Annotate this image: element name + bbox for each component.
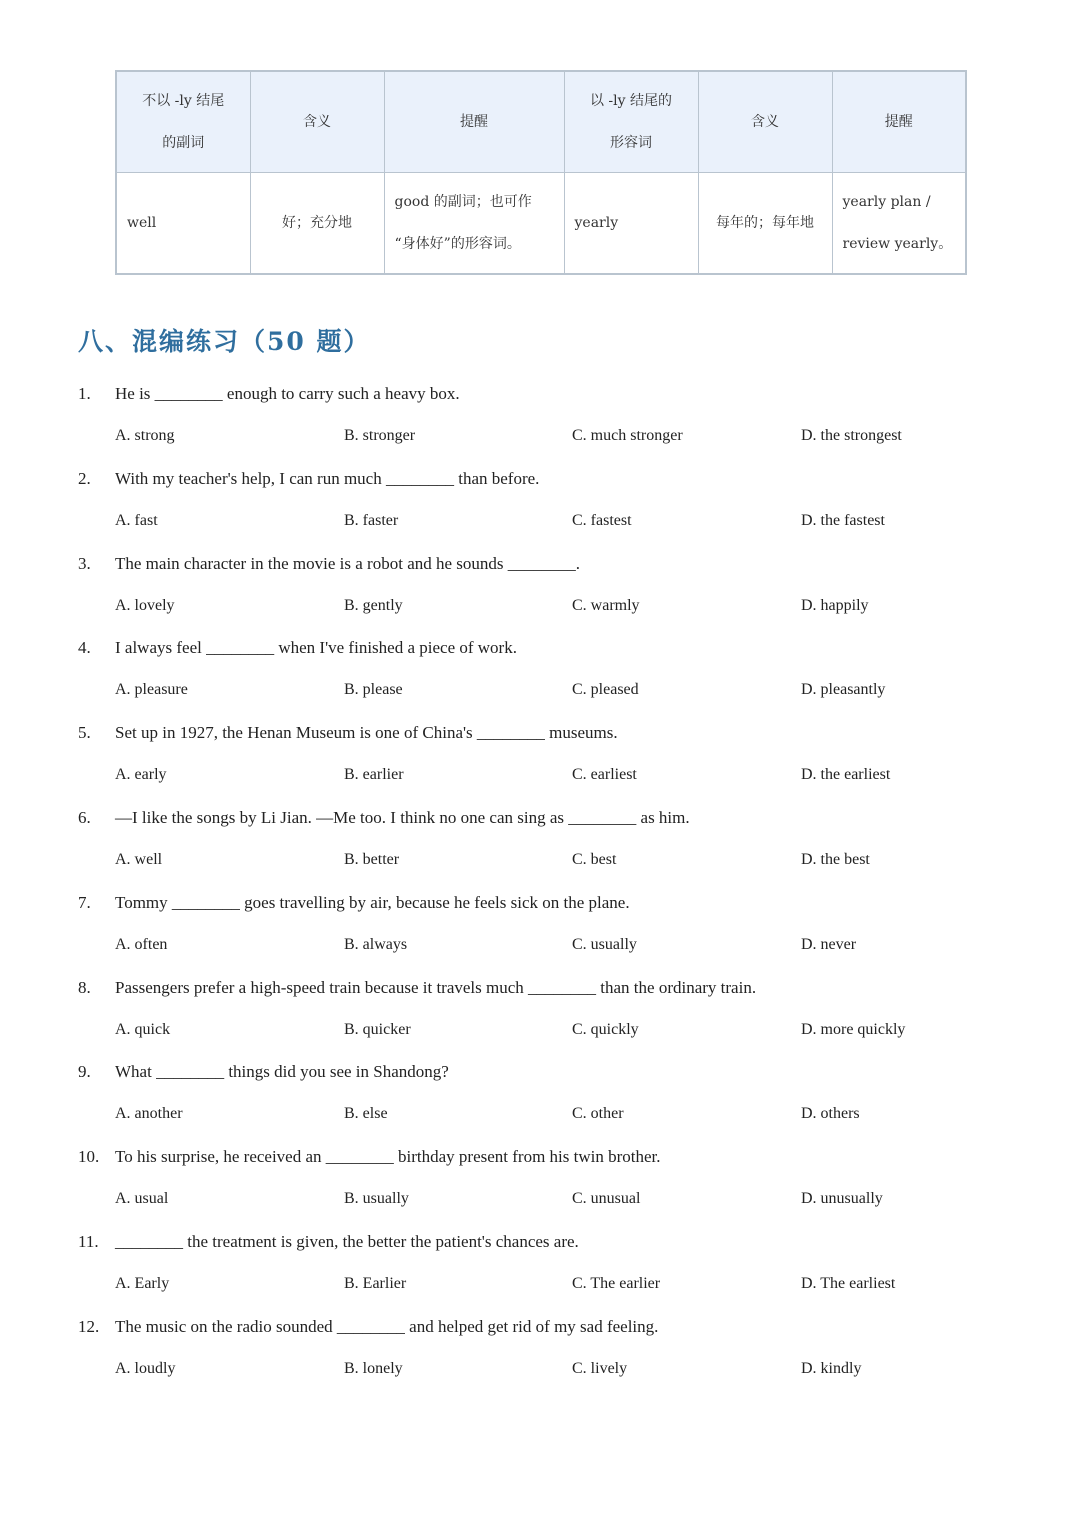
- question-text: The main character in the movie is a robot and he sounds ________.: [115, 553, 581, 573]
- table-cell: 每年的；每年地: [698, 173, 832, 275]
- question-text: ________ the treatment is given, the better the patient's chances are.: [115, 1231, 579, 1251]
- question-item: [78, 464, 1018, 549]
- section-title: 八、混编练习（50 题）: [78, 327, 371, 356]
- question-number: 9.: [78, 1062, 91, 1082]
- question-item: [78, 973, 1018, 1058]
- table-cell: yearly plan / review yearly。: [832, 173, 966, 275]
- question-number: 3.: [78, 553, 91, 573]
- option-d: D. pleasantly: [801, 681, 886, 699]
- question-number: 4.: [78, 638, 91, 658]
- question-item: [78, 888, 1018, 973]
- question-item: [78, 1142, 1018, 1227]
- option-c: C. pleased: [572, 681, 639, 699]
- option-d: D. unusually: [801, 1190, 883, 1208]
- question-item: [78, 379, 1018, 464]
- question-text: Set up in 1927, the Henan Museum is one of China's ________ museums.: [115, 723, 618, 743]
- option-b: B. lonely: [344, 1359, 403, 1377]
- option-row: [115, 1184, 1015, 1214]
- option-d: D. the earliest: [801, 766, 891, 784]
- option-c: C. much stronger: [572, 427, 683, 444]
- option-c: C. best: [572, 850, 617, 868]
- header-cell: 提醒: [832, 71, 966, 173]
- option-a: A. well: [115, 850, 163, 868]
- option-c: C. fastest: [572, 511, 632, 529]
- option-d: D. The earliest: [801, 1274, 896, 1292]
- option-row: [115, 845, 1015, 875]
- table-row: [116, 173, 966, 275]
- option-a: A. strong: [115, 427, 175, 444]
- option-b: B. gently: [344, 596, 403, 614]
- question-number: 2.: [78, 468, 91, 488]
- question-text: Passengers prefer a high-speed train because it travels much ________ than the ordinary train.: [115, 977, 757, 997]
- option-b: B. stronger: [344, 427, 416, 444]
- option-row: [115, 1015, 1015, 1045]
- option-a: A. another: [115, 1105, 183, 1123]
- question-item: [78, 803, 1018, 888]
- option-row: [115, 930, 1015, 960]
- option-row: [115, 760, 1015, 790]
- option-row: [115, 1354, 1015, 1384]
- option-b: B. else: [344, 1105, 388, 1123]
- question-number: 12.: [78, 1316, 100, 1336]
- header-cell: 含义: [250, 71, 384, 173]
- option-d: D. happily: [801, 596, 869, 614]
- question-text: With my teacher's help, I can run much ________ than before.: [115, 468, 540, 488]
- question-text: —I like the songs by Li Jian. —Me too. I think no one can sing as ________ as him.: [115, 807, 690, 827]
- question-number: 11.: [78, 1231, 99, 1251]
- option-a: A. Early: [115, 1274, 170, 1292]
- option-a: A. pleasure: [115, 681, 188, 699]
- option-b: B. quicker: [344, 1020, 411, 1038]
- option-d: D. the best: [801, 850, 870, 868]
- option-a: A. early: [115, 766, 167, 784]
- table-cell: good 的副词；也可作 “身体好”的形容词。: [384, 173, 564, 275]
- option-b: B. better: [344, 850, 400, 868]
- option-d: D. the fastest: [801, 511, 885, 529]
- option-c: C. quickly: [572, 1020, 639, 1038]
- option-a: A. loudly: [115, 1359, 176, 1377]
- header-cell: 含义: [698, 71, 832, 173]
- option-row: [115, 675, 1015, 705]
- option-row: [115, 506, 1015, 536]
- question-text: He is ________ enough to carry such a heavy box.: [115, 384, 460, 403]
- question-text: To his surprise, he received an ________ birthday present from his twin brother.: [115, 1147, 661, 1167]
- table-header-row: [116, 71, 966, 173]
- option-c: C. lively: [572, 1359, 628, 1377]
- option-row: [115, 1099, 1015, 1129]
- table-cell: yearly: [564, 173, 698, 275]
- header-cell: 提醒: [384, 71, 564, 173]
- option-row: [115, 421, 1015, 451]
- option-a: A. often: [115, 935, 168, 953]
- question-item: [78, 718, 1018, 803]
- option-a: A. lovely: [115, 596, 175, 614]
- option-c: C. usually: [572, 935, 637, 953]
- option-a: A. quick: [115, 1020, 171, 1038]
- question-number: 10.: [78, 1147, 100, 1167]
- option-d: D. kindly: [801, 1359, 862, 1377]
- question-text: What ________ things did you see in Shandong?: [115, 1062, 449, 1082]
- option-d: D. others: [801, 1105, 860, 1123]
- option-c: C. unusual: [572, 1190, 641, 1208]
- option-c: C. other: [572, 1105, 624, 1123]
- option-c: C. The earlier: [572, 1274, 661, 1292]
- question-item: [78, 1057, 1018, 1142]
- question-item: [78, 633, 1018, 718]
- header-cell: 不以 -ly 结尾 的副词: [116, 71, 250, 173]
- option-d: D. never: [801, 935, 857, 953]
- question-item: [78, 549, 1018, 634]
- option-c: C. warmly: [572, 596, 640, 614]
- option-row: [115, 591, 1015, 621]
- option-b: B. earlier: [344, 766, 404, 784]
- table-cell: well: [116, 173, 250, 275]
- question-number: 8.: [78, 977, 91, 997]
- question-text: I always feel ________ when I've finished a piece of work.: [115, 638, 517, 658]
- question-item: [78, 1227, 1018, 1312]
- option-d: D. the strongest: [801, 427, 902, 444]
- adverb-table-container: [115, 70, 965, 275]
- question-list: [78, 379, 1018, 1397]
- option-d: D. more quickly: [801, 1020, 906, 1038]
- option-c: C. earliest: [572, 766, 637, 784]
- option-b: B. Earlier: [344, 1274, 407, 1292]
- question-number: 5.: [78, 723, 91, 743]
- option-b: B. please: [344, 681, 403, 699]
- question-item: [78, 1312, 1018, 1397]
- header-cell: 以 -ly 结尾的 形容词: [564, 71, 698, 173]
- option-row: [115, 1269, 1015, 1299]
- option-a: A. usual: [115, 1190, 169, 1208]
- option-b: B. usually: [344, 1190, 409, 1208]
- table-cell: 好；充分地: [250, 173, 384, 275]
- question-number: 7.: [78, 892, 91, 912]
- question-number: 6.: [78, 807, 91, 827]
- question-number: 1.: [78, 384, 91, 403]
- option-b: B. always: [344, 935, 408, 953]
- question-text: Tommy ________ goes travelling by air, because he feels sick on the plane.: [115, 892, 630, 912]
- question-text: The music on the radio sounded ________ and helped get rid of my sad feeling.: [115, 1316, 659, 1336]
- adverb-comparison-table: [115, 70, 967, 275]
- option-a: A. fast: [115, 511, 158, 529]
- option-b: B. faster: [344, 511, 399, 529]
